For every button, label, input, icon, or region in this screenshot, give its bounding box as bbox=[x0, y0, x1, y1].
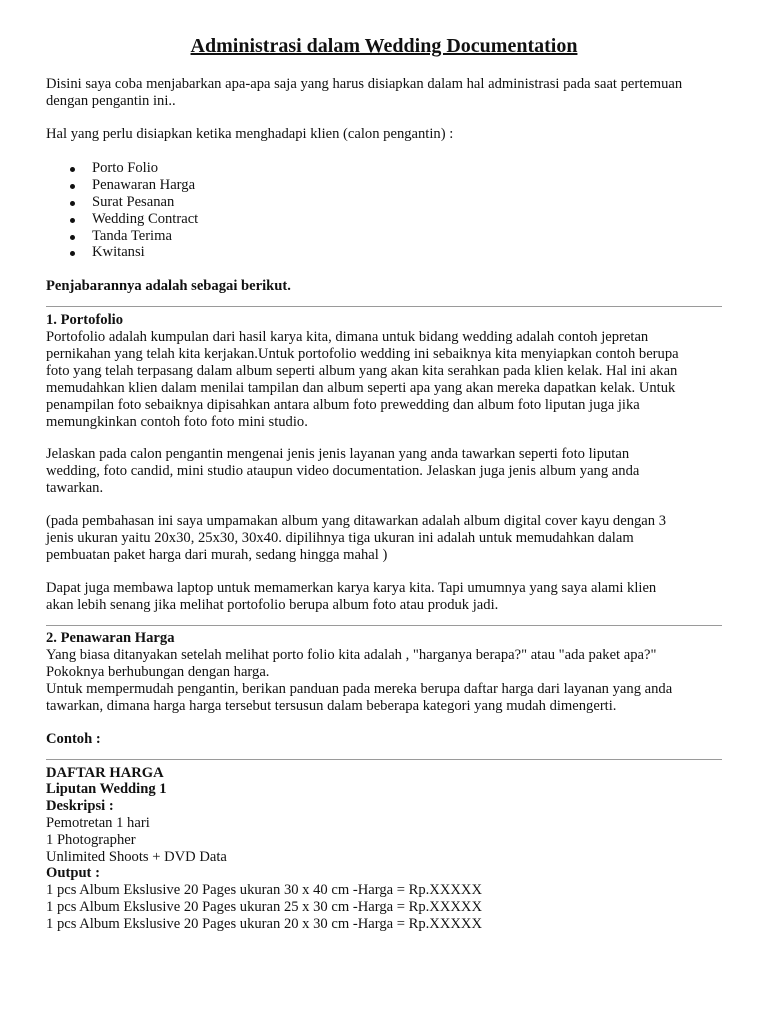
paragraph-line: pernikahan yang telah kita kerjakan.Untuk portofolio wedding ini sebaiknya kita menyiapkan contoh berupa bbox=[46, 346, 679, 362]
paragraph-line: jenis ukuran yaitu 20x30, 25x30, 30x40. dipilihnya tiga ukuran ini adalah untuk memudahkan dalam bbox=[46, 530, 634, 546]
paragraph-line: pembuatan paket harga dari murah, sedang hingga mahal ) bbox=[46, 547, 388, 563]
paragraph-line: akan lebih senang jika melihat portofolio berupa album foto atau produk jadi. bbox=[46, 597, 499, 613]
intro-line: dengan pengantin ini.. bbox=[46, 93, 176, 109]
description-item: Unlimited Shoots + DVD Data bbox=[46, 849, 227, 865]
divider bbox=[46, 759, 722, 760]
description-item: 1 Photographer bbox=[46, 832, 136, 848]
list-item: Penawaran Harga bbox=[46, 177, 198, 194]
paragraph-line: Pokoknya berhubungan dengan harga. bbox=[46, 664, 270, 680]
paragraph-line: memudahkan klien dalam menilai tampilan dan album seperti apa yang akan mereka dapatkan kelak. Untuk bbox=[46, 380, 676, 396]
prep-heading: Hal yang perlu disiapkan ketika menghadapi klien (calon pengantin) : bbox=[46, 126, 454, 142]
list-item: Kwitansi bbox=[46, 244, 198, 261]
paragraph-line: Dapat juga membawa laptop untuk memamerkan karya karya kita. Tapi umumnya yang saya alami klien bbox=[46, 580, 657, 596]
paragraph-line: (pada pembahasan ini saya umpamakan album yang ditawarkan adalah album digital cover kayu dengan 3 bbox=[46, 513, 667, 529]
description-label: Deskripsi : bbox=[46, 798, 114, 814]
divider bbox=[46, 306, 722, 307]
document-title: Administrasi dalam Wedding Documentation bbox=[190, 35, 578, 57]
list-item: Porto Folio bbox=[46, 160, 198, 177]
paragraph-line: Jelaskan pada calon pengantin mengenai jenis jenis layanan yang anda tawarkan seperti foto liputan bbox=[46, 446, 630, 462]
list-item: Surat Pesanan bbox=[46, 194, 198, 211]
prep-list bbox=[46, 160, 198, 261]
paragraph-line: Portofolio adalah kumpulan dari hasil karya kita, dimana untuk bidang wedding adalah contoh jepretan bbox=[46, 329, 649, 345]
output-item: 1 pcs Album Ekslusive 20 Pages ukuran 30 x 40 cm -Harga = Rp.XXXXX bbox=[46, 882, 482, 898]
explain-heading: Penjabarannya adalah sebagai berikut. bbox=[46, 278, 291, 294]
paragraph-line: tawarkan, dimana harga harga tersebut tersusun dalam beberapa kategori yang mudah dimengerti. bbox=[46, 698, 617, 714]
output-item: 1 pcs Album Ekslusive 20 Pages ukuran 25 x 30 cm -Harga = Rp.XXXXX bbox=[46, 899, 482, 915]
description-item: Pemotretan 1 hari bbox=[46, 815, 150, 831]
package-name: Liputan Wedding 1 bbox=[46, 781, 167, 797]
paragraph-line: memungkinkan contoh foto foto mini studio. bbox=[46, 414, 308, 430]
list-item: Wedding Contract bbox=[46, 211, 198, 228]
paragraph-line: Untuk mempermudah pengantin, berikan panduan pada mereka berupa daftar harga dari layanan yang anda bbox=[46, 681, 673, 697]
divider bbox=[46, 625, 722, 626]
example-label: Contoh : bbox=[46, 731, 101, 747]
list-item: Tanda Terima bbox=[46, 228, 198, 245]
intro-line: Disini saya coba menjabarkan apa-apa saja yang harus disiapkan dalam hal administrasi pada saat pertemuan bbox=[46, 76, 683, 92]
section1-heading: 1. Portofolio bbox=[46, 312, 124, 328]
paragraph-line: Yang biasa ditanyakan setelah melihat porto folio kita adalah , "harganya berapa?" atau "ada paket apa?" bbox=[46, 647, 657, 663]
paragraph-line: tawarkan. bbox=[46, 480, 104, 496]
paragraph-line: penampilan foto sebaiknya dipisahkan antara album foto prewedding dan album foto liputan juga jika bbox=[46, 397, 640, 413]
section2-heading: 2. Penawaran Harga bbox=[46, 630, 175, 646]
paragraph-line: foto yang telah terpasang dalam album seperti album yang akan kita serahkan pada klien kelak. Hal ini akan bbox=[46, 363, 678, 379]
output-label: Output : bbox=[46, 865, 100, 881]
paragraph-line: wedding, foto candid, mini studio ataupun video documentation. Jelaskan juga jenis album yang anda bbox=[46, 463, 640, 479]
output-item: 1 pcs Album Ekslusive 20 Pages ukuran 20 x 30 cm -Harga = Rp.XXXXX bbox=[46, 916, 482, 932]
price-list-title: DAFTAR HARGA bbox=[46, 765, 164, 781]
